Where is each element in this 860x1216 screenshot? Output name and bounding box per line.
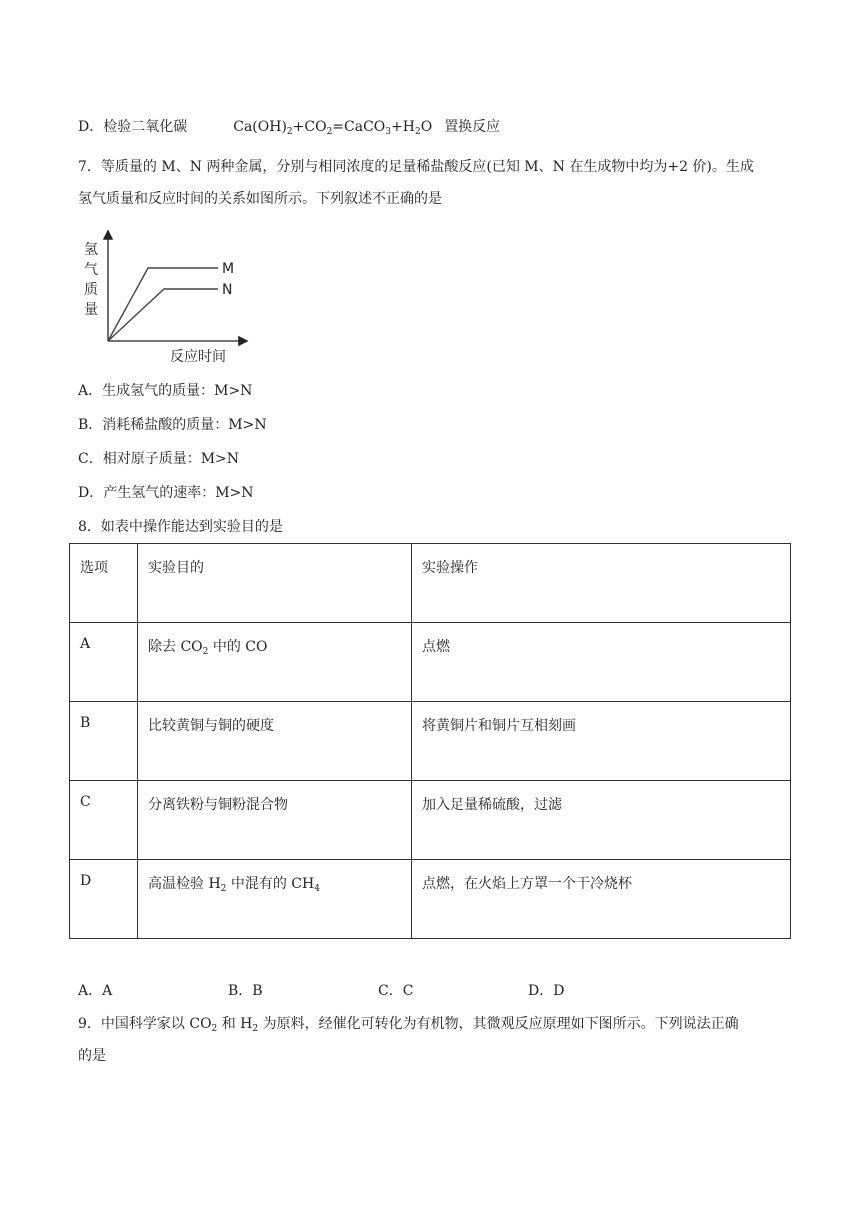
q7-graph-svg (80, 226, 260, 366)
q7-option-c[interactable]: C．相对原子质量：M>N (78, 451, 240, 467)
row-operation: 点燃，在火焰上方罩一个干冷烧杯 (412, 860, 791, 939)
x-axis-label: 反应时间 (170, 349, 226, 365)
table-row (70, 702, 791, 781)
q9-stem-line-2: 的是 (78, 1048, 106, 1064)
table-header-row (70, 544, 791, 623)
y-label-char: 质 (84, 282, 98, 298)
series-m-line (108, 268, 218, 341)
header-goal: 实验目的 (138, 544, 412, 623)
y-label-char: 气 (84, 262, 98, 278)
row-operation: 将黄铜片和铜片互相刻画 (412, 702, 791, 781)
row-option: A (70, 623, 138, 702)
q9-stem-line-1: 9．中国科学家以 $CO_2$ 和 $H_2$ 为原料，经催化可转化为有机物，其微观反应原理如下图所示。下列说法正确 (78, 1016, 739, 1034)
series-n-label: N (222, 282, 233, 298)
q8-choice-c[interactable]: C．C (378, 983, 414, 999)
header-operation: 实验操作 (412, 544, 791, 623)
q7-graph (80, 226, 260, 366)
row-goal: 高温检验 $H_2$ 中混有的 $CH_4$ (138, 860, 412, 939)
row-goal: 比较黄铜与铜的硬度 (138, 702, 412, 781)
table-row (70, 781, 791, 860)
q8-stem: 8．如表中操作能达到实验目的是 (78, 519, 283, 535)
table-row (70, 623, 791, 702)
q8-choice-b[interactable]: B．B (228, 983, 263, 999)
q7-option-a[interactable]: A．生成氢气的质量：M>N (78, 383, 253, 399)
q6-option-d-reaction-type: 置换反应 (444, 119, 501, 135)
q7-stem-line-2: 氢气质量和反应时间的关系如图所示。下列叙述不正确的是 (78, 191, 442, 207)
row-option: B (70, 702, 138, 781)
y-label-char: 氢 (84, 242, 98, 258)
row-goal: 分离铁粉与铜粉混合物 (138, 781, 412, 860)
q6-option-d-equation: $Ca(OH)_2+CO_2=CaCO_3+H_2O$ (233, 119, 433, 137)
row-operation: 加入足量稀硫酸，过滤 (412, 781, 791, 860)
table-row (70, 860, 791, 939)
q7-option-b[interactable]: B．消耗稀盐酸的质量：M>N (78, 417, 267, 433)
q7-stem-line-1: 7．等质量的 M、N 两种金属，分别与相同浓度的足量稀盐酸反应(已知 M、N 在生成物中均为+2 价)。生成 (78, 159, 754, 175)
q8-table (69, 543, 791, 939)
y-label-char: 量 (84, 302, 98, 318)
q8-choice-d[interactable]: D．D (528, 983, 565, 999)
series-m-label: M (222, 261, 235, 277)
q7-option-d[interactable]: D．产生氢气的速率：M>N (78, 485, 254, 501)
row-option: D (70, 860, 138, 939)
row-goal: 除去 $CO_2$ 中的 CO (138, 623, 412, 702)
header-option: 选项 (70, 544, 138, 623)
row-option: C (70, 781, 138, 860)
row-operation: 点燃 (412, 623, 791, 702)
q8-choice-a[interactable]: A．A (78, 983, 113, 999)
q6-option-d-prefix: D．检验二氧化碳 (78, 119, 188, 135)
series-n-line (108, 289, 218, 341)
q6-option-d (78, 117, 500, 137)
